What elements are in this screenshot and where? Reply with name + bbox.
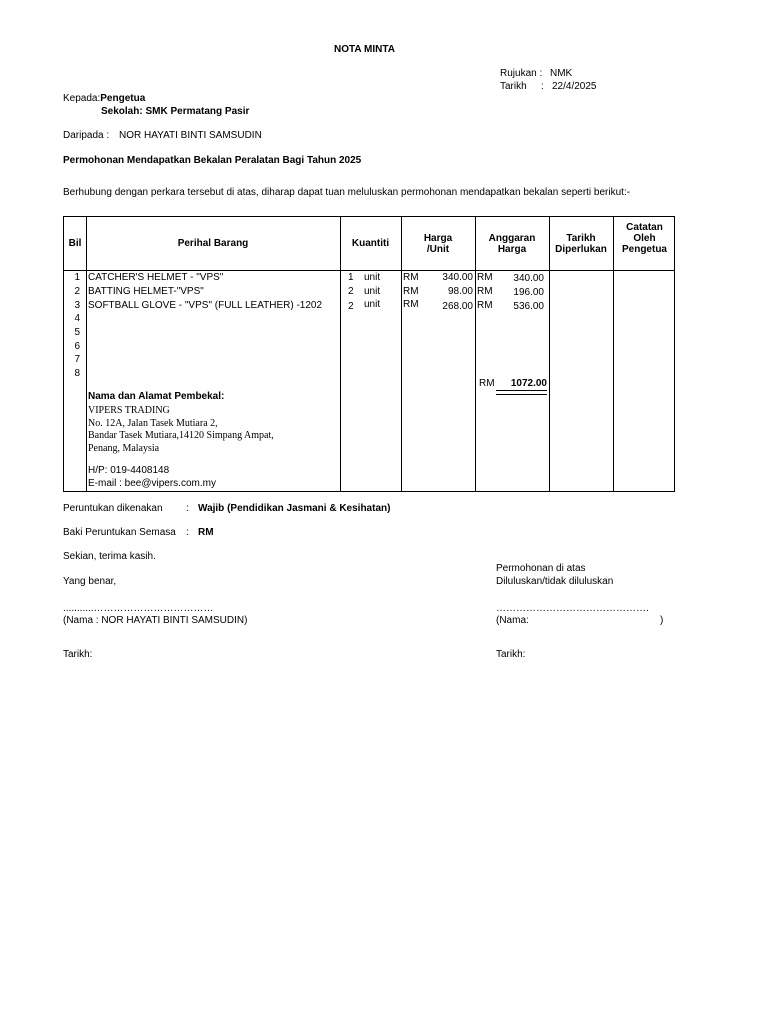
document-title: NOTA MINTA [334, 44, 395, 55]
row-1-total: 340.00 [513, 273, 544, 284]
approval-line-1: Permohonan di atas [496, 563, 586, 574]
row-1-item: CATCHER'S HELMET - "VPS" [88, 272, 224, 283]
row-1-rm: RM [403, 272, 419, 283]
request-table [63, 216, 675, 492]
row-2-unit: unit [364, 286, 381, 297]
tarikh-sep: : [541, 81, 544, 92]
peruntukan-sep: : [186, 503, 189, 514]
row-2-item: BATTING HELMET-"VPS" [88, 286, 204, 297]
kepada-line [63, 93, 145, 104]
closing-yours: Yang benar, [63, 576, 117, 587]
peruntukan-label: Peruntukan dikenakan [63, 503, 163, 514]
approval-line-2: Diluluskan/tidak diluluskan [496, 576, 614, 587]
row-1-rm-total: RM [477, 272, 493, 283]
signature-right-date: Tarikh: [496, 649, 526, 660]
supplier-address-3: Penang, Malaysia [88, 443, 160, 454]
signature-left-date: Tarikh: [63, 649, 93, 660]
row-2-rm: RM [403, 286, 419, 297]
header-perihal: Perihal Barang [177, 238, 249, 249]
row-2-rm-total: RM [477, 286, 493, 297]
rujukan-value: NMK [550, 68, 573, 79]
row-4-bil: 4 [74, 313, 80, 324]
row-3-bil: 3 [74, 300, 80, 311]
row-3-rm: RM [403, 299, 419, 310]
grand-total-double-underline [496, 390, 547, 395]
row-1-price: 340.00 [442, 272, 473, 283]
row-1-bil: 1 [74, 272, 80, 283]
supplier-address-1: No. 12A, Jalan Tasek Mutiara 2, [88, 418, 218, 429]
signature-right-name: (Nama: [496, 615, 529, 626]
row-6-bil: 6 [74, 341, 80, 352]
row-7-bil: 7 [74, 354, 80, 365]
supplier-phone: H/P: 019-4408148 [88, 465, 170, 476]
daripada-name: NOR HAYATI BINTI SAMSUDIN [119, 130, 262, 141]
row-3-total: 536.00 [513, 301, 544, 312]
row-2-price: 98.00 [447, 286, 473, 297]
header-kuantiti: Kuantiti [351, 238, 390, 249]
supplier-name: VIPERS TRADING [88, 405, 170, 416]
closing-thanks: Sekian, terima kasih. [63, 551, 156, 562]
baki-sep: : [186, 527, 189, 538]
row-2-qty: 2 [348, 286, 354, 297]
daripada-label: Daripada : [63, 130, 110, 141]
header-harga: Harga /Unit [423, 233, 453, 255]
kepada-label: Kepada: [63, 93, 101, 104]
baki-value: RM [198, 527, 214, 538]
grand-total-currency: RM [479, 378, 495, 389]
header-catatan: Catatan Oleh Pengetua [621, 222, 667, 255]
tarikh-label: Tarikh [500, 81, 527, 92]
supplier-heading: Nama dan Alamat Pembekal: [88, 391, 225, 402]
supplier-address-2: Bandar Tasek Mutiara,14120 Simpang Ampat, [88, 430, 274, 441]
row-2-total: 196.00 [513, 287, 544, 298]
baki-label: Baki Peruntukan Semasa [63, 527, 176, 538]
peruntukan-value: Wajib (Pendidikan Jasmani & Kesihatan) [198, 503, 391, 514]
supplier-email: E-mail : bee@vipers.com.my [88, 478, 216, 489]
row-3-unit: unit [364, 299, 381, 310]
row-3-rm-total: RM [477, 300, 493, 311]
row-3-price: 268.00 [442, 301, 473, 312]
kepada-name: Pengetua [100, 93, 146, 104]
intro-paragraph: Berhubung dengan perkara tersebut di atas, diharap dapat tuan meluluskan permohonan mendapatkan bekalan seperti berikut:- [63, 187, 631, 198]
header-anggaran: Anggaran Harga [488, 233, 536, 255]
kepada-school: Sekolah: SMK Permatang Pasir [101, 106, 250, 117]
signature-left-name: (Nama : NOR HAYATI BINTI SAMSUDIN) [63, 615, 248, 626]
row-1-qty: 1 [348, 272, 354, 283]
subject-line: Permohonan Mendapatkan Bekalan Peralatan Bagi Tahun 2025 [63, 155, 362, 166]
tarikh-value: 22/4/2025 [552, 81, 597, 92]
signature-right-close: ) [660, 615, 664, 626]
row-1-unit: unit [364, 272, 381, 283]
signature-right-dots: ………………………………………. [496, 603, 649, 614]
row-5-bil: 5 [74, 327, 80, 338]
grand-total-value: 1072.00 [510, 378, 547, 389]
header-tarikh: Tarikh Diperlukan [555, 233, 607, 255]
rujukan-label: Rujukan : [500, 68, 543, 79]
header-bil: Bil [68, 238, 82, 249]
row-3-item: SOFTBALL GLOVE - "VPS" (FULL LEATHER) -1202 [88, 300, 323, 311]
row-8-bil: 8 [74, 368, 80, 379]
row-2-bil: 2 [74, 286, 80, 297]
signature-left-dots: ...........……………………………… [63, 603, 214, 614]
row-3-qty: 2 [348, 301, 354, 312]
